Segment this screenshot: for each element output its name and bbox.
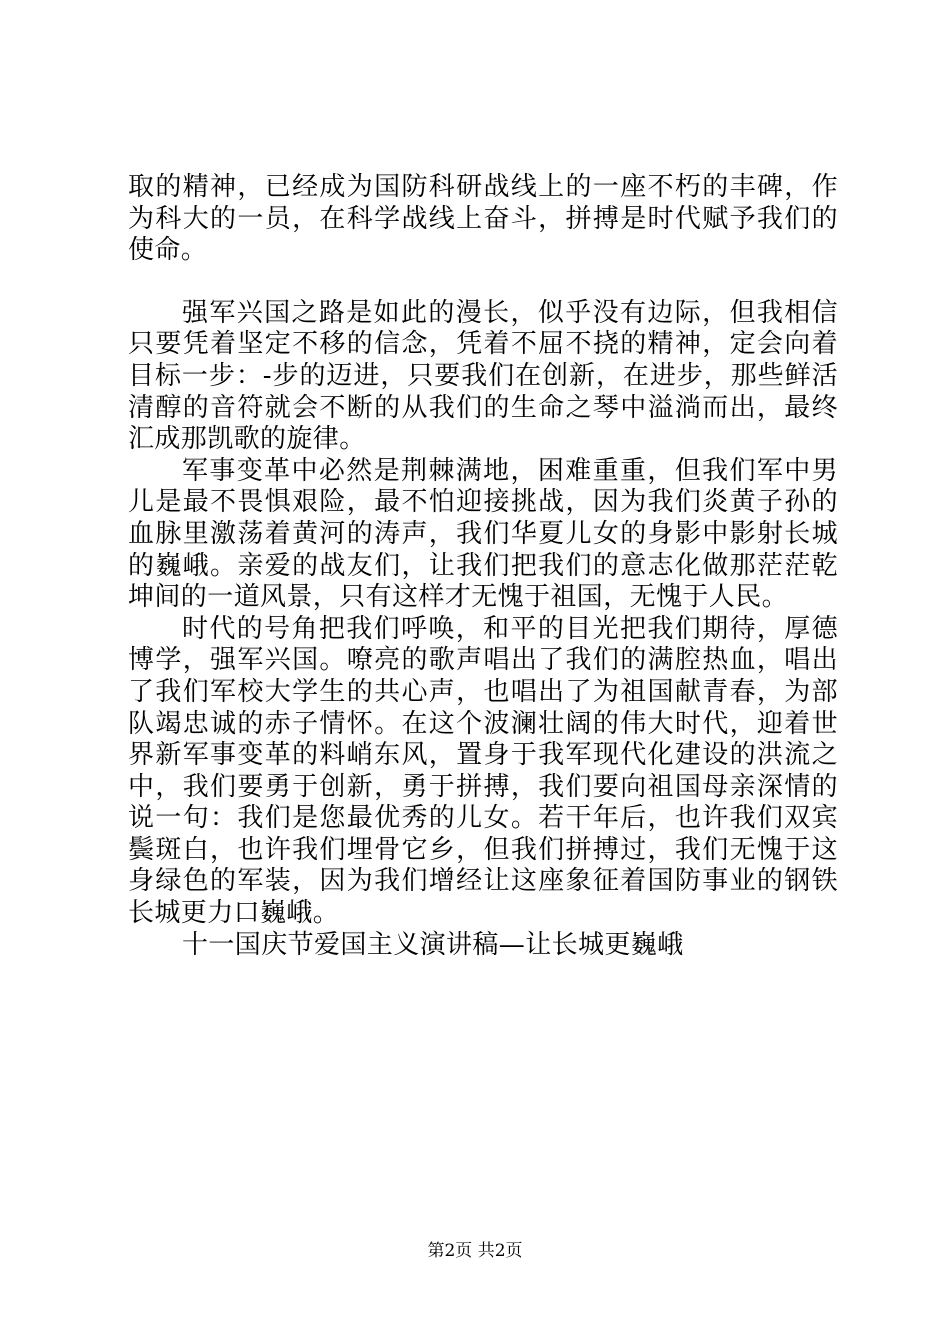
paragraph-4: 时代的号角把我们呼唤，和平的目光把我们期待，厚德博学，强军兴国。嘹亮的歌声唱出了我们的满腔热血，唱出了我们军校大学生的共心声，也唱出了为祖国献青春，为部队竭忠诚的赤子情怀。在这个波澜壮阔的伟大时代，迎着世界新军事变革的料峭东风，置身于我军现代化建设的洪流之中，我们要勇于创新，勇于拼搏，我们要向祖国母亲深情的说一句：我们是您最优秀的儿女。若干年后，也许我们双宾鬓斑白，也许我们埋骨它乡，但我们拼搏过，我们无愧于这身绿色的军装，因为我们增经让这座象征着国防事业的钢铁长城更力口巍峨。 (128, 613, 838, 929)
paragraph-3: 军事变革中必然是荆棘满地，困难重重，但我们军中男儿是最不畏惧艰险，最不怕迎接挑战，因为我们炎黄子孙的血脉里激荡着黄河的涛声，我们华夏儿女的身影中影射长城的巍峨。亲爱的战友们，让我们把我们的意志化做那茫茫乾坤间的一道风景，只有这样才无愧于祖国，无愧于人民。 (128, 455, 838, 613)
document-body (128, 172, 838, 961)
paragraph-2: 强军兴国之路是如此的漫长，似乎没有边际，但我相信只要凭着坚定不移的信念，凭着不屈不挠的精神，定会向着目标一步：-步的迈进，只要我们在创新，在进步，那些鲜活清醇的音符就会不断的从我们的生命之琴中溢淌而出，最终汇成那凯歌的旋律。 (128, 297, 838, 455)
document-title-line: 十一国庆节爱国主义演讲稿—让长城更巍峨 (182, 929, 684, 960)
page-number: 第2页 共2页 (427, 1241, 523, 1261)
paragraph-spacer (128, 267, 838, 298)
page-footer (0, 1241, 950, 1261)
paragraph-1: 取的精神，已经成为国防科研战线上的一座不朽的丰碑，作为科大的一员，在科学战线上奋斗，拼搏是时代赋予我们的使命。 (128, 172, 838, 266)
